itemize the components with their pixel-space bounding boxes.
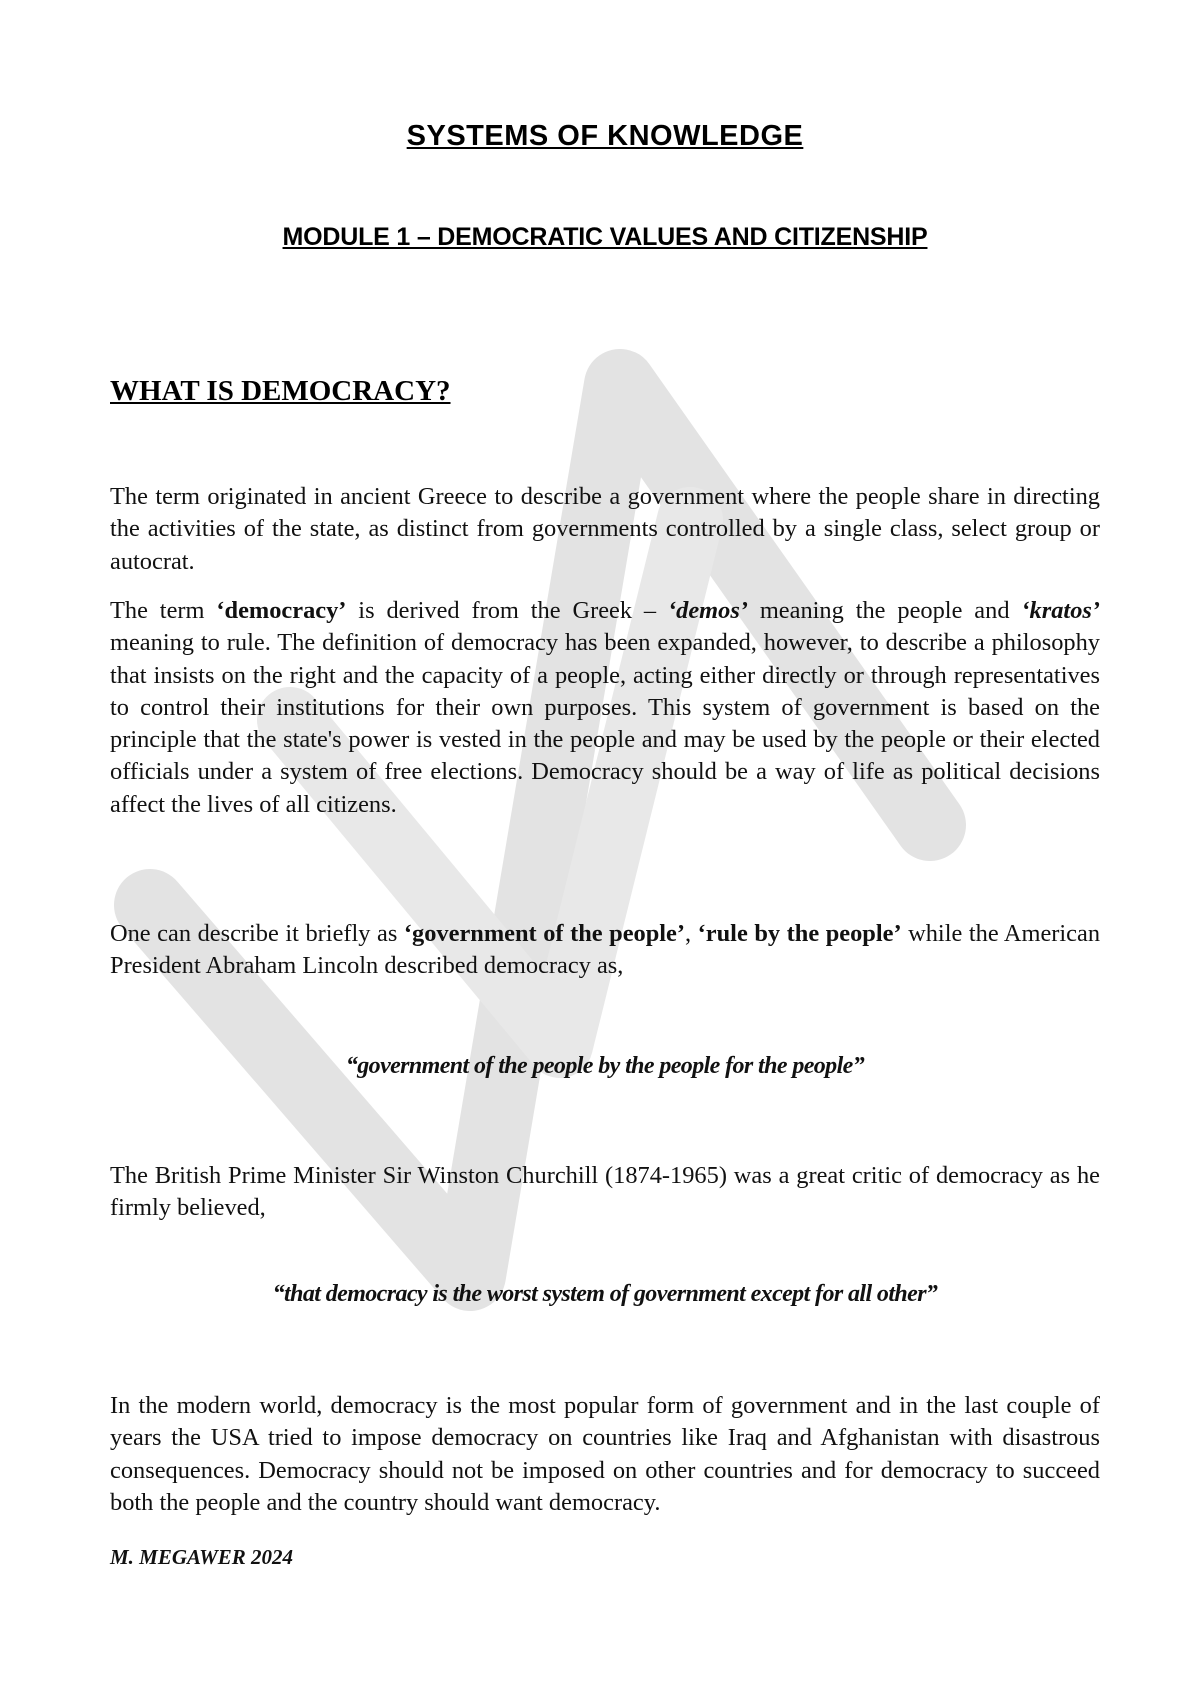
paragraph-churchill: The British Prime Minister Sir Winston Churchill (1874-1965) was a great critic of democracy as he firmly believed,: [110, 1162, 1100, 1222]
section-heading: WHAT IS DEMOCRACY?: [110, 375, 451, 407]
text-span: The term: [110, 597, 217, 624]
text-span: ,: [685, 920, 698, 947]
lincoln-quote: “government of the people by the people for the people”: [345, 1053, 865, 1079]
text-span: meaning to rule. The definition of democracy has been expanded, however, to describe a philosophy that insists on the right and the capacity of a people, acting either directly or through representatives to control their institutions for their own purposes. This system of government is based on the principle that the state's power is vested in the people and may be used by the people or their elected officials under a system of free elections. Democracy should be a way of life as political decisions affect the lives of all citizens.: [110, 629, 1100, 818]
paragraph-origin: The term originated in ancient Greece to describe a government where the people share in directing the activities of the state, as distinct from governments controlled by a single class, select group or autocrat.: [110, 483, 1100, 575]
document-title: SYSTEMS OF KNOWLEDGE: [406, 120, 804, 152]
footer-author: M. MEGAWER 2024: [110, 1545, 294, 1569]
phrase-rule-by-people: ‘rule by the people’: [697, 920, 902, 947]
churchill-quote: “that democracy is the worst system of government except for all other”: [272, 1281, 938, 1307]
text-span: is derived from the Greek –: [346, 597, 669, 624]
term-demos: ‘demos’: [668, 597, 748, 624]
paragraph-definition: [110, 595, 1100, 821]
module-title: MODULE 1 – DEMOCRATIC VALUES AND CITIZENSHIP: [282, 223, 928, 251]
text-span: while the American President Abraham Lincoln described democracy as,: [110, 920, 1101, 980]
paragraph-description: [110, 918, 1100, 983]
phrase-government-of-people: ‘government of the people’: [403, 920, 686, 947]
text-span: meaning the people and: [747, 597, 1022, 624]
text-span: One can describe it briefly as: [110, 920, 404, 947]
paragraph-modern-world: In the modern world, democracy is the most popular form of government and in the last couple of years the USA tried to impose democracy on countries like Iraq and Afghanistan with disastrous consequences. Democracy should not be imposed on other countries and for democracy to succeed both the people and the country should want democracy.: [110, 1392, 1100, 1516]
term-kratos: ‘kratos’: [1021, 597, 1100, 624]
term-democracy: ‘democracy’: [216, 597, 347, 624]
